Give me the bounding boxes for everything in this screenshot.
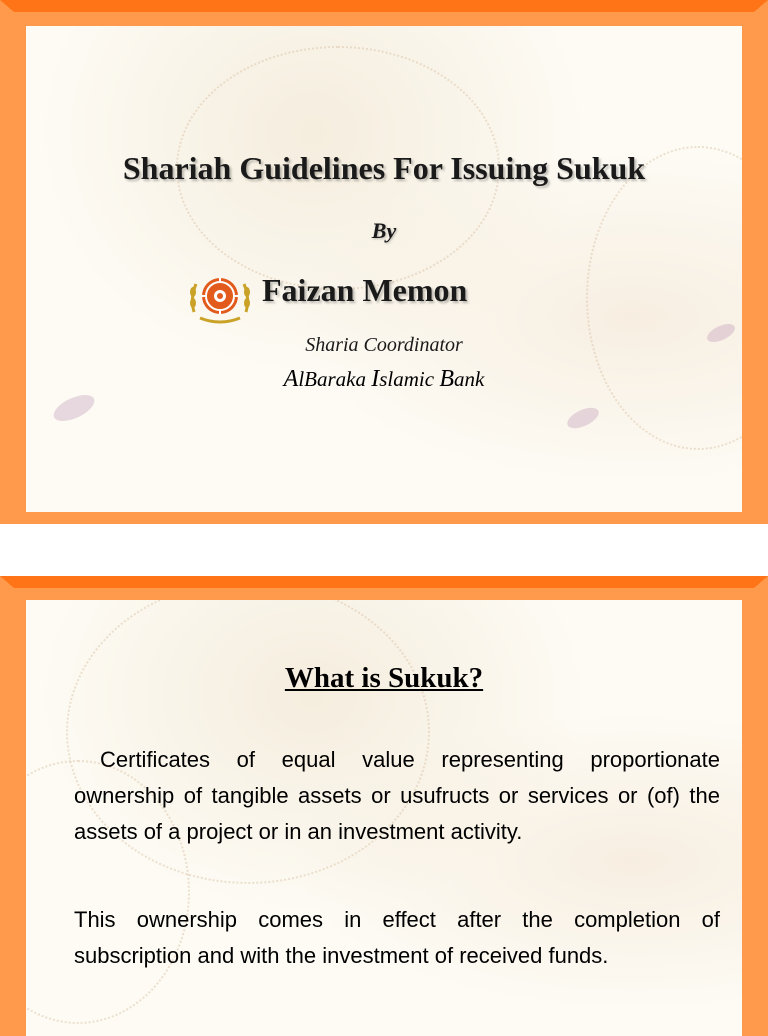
definition-paragraph: Certificates of equal value representing proportionate ownership of tangible assets or usufructs or services or (of) the assets of a project or in an investment activity. — [74, 747, 720, 844]
author-name: Faizan Memon — [262, 272, 468, 308]
author-role: Sharia Coordinator — [305, 334, 463, 356]
definition-slide-content — [26, 600, 742, 1036]
bank-name-part: slamic — [379, 367, 440, 391]
decorative-blob — [50, 390, 98, 427]
bank-name-part: B — [439, 366, 454, 392]
bank-name-part: I — [371, 366, 380, 392]
bank-seal-logo-icon — [186, 272, 254, 324]
definition-slide — [0, 576, 768, 1036]
by-label: By — [371, 218, 397, 243]
slide-heading: What is Sukuk? — [284, 662, 484, 694]
bank-name — [26, 366, 742, 393]
decorative-blob — [564, 404, 602, 433]
decorative-pattern — [586, 146, 742, 450]
bank-name-part: l — [298, 367, 305, 391]
bank-name-part: A — [283, 366, 299, 392]
bank-name-part: ank — [454, 367, 485, 391]
presentation-title: Shariah Guidelines For Issuing Sukuk — [122, 150, 646, 186]
title-slide-content — [26, 26, 742, 512]
bank-name-part: Baraka — [304, 367, 372, 391]
ownership-paragraph: This ownership comes in effect after the completion of subscription and with the investment of received funds. — [74, 907, 720, 968]
